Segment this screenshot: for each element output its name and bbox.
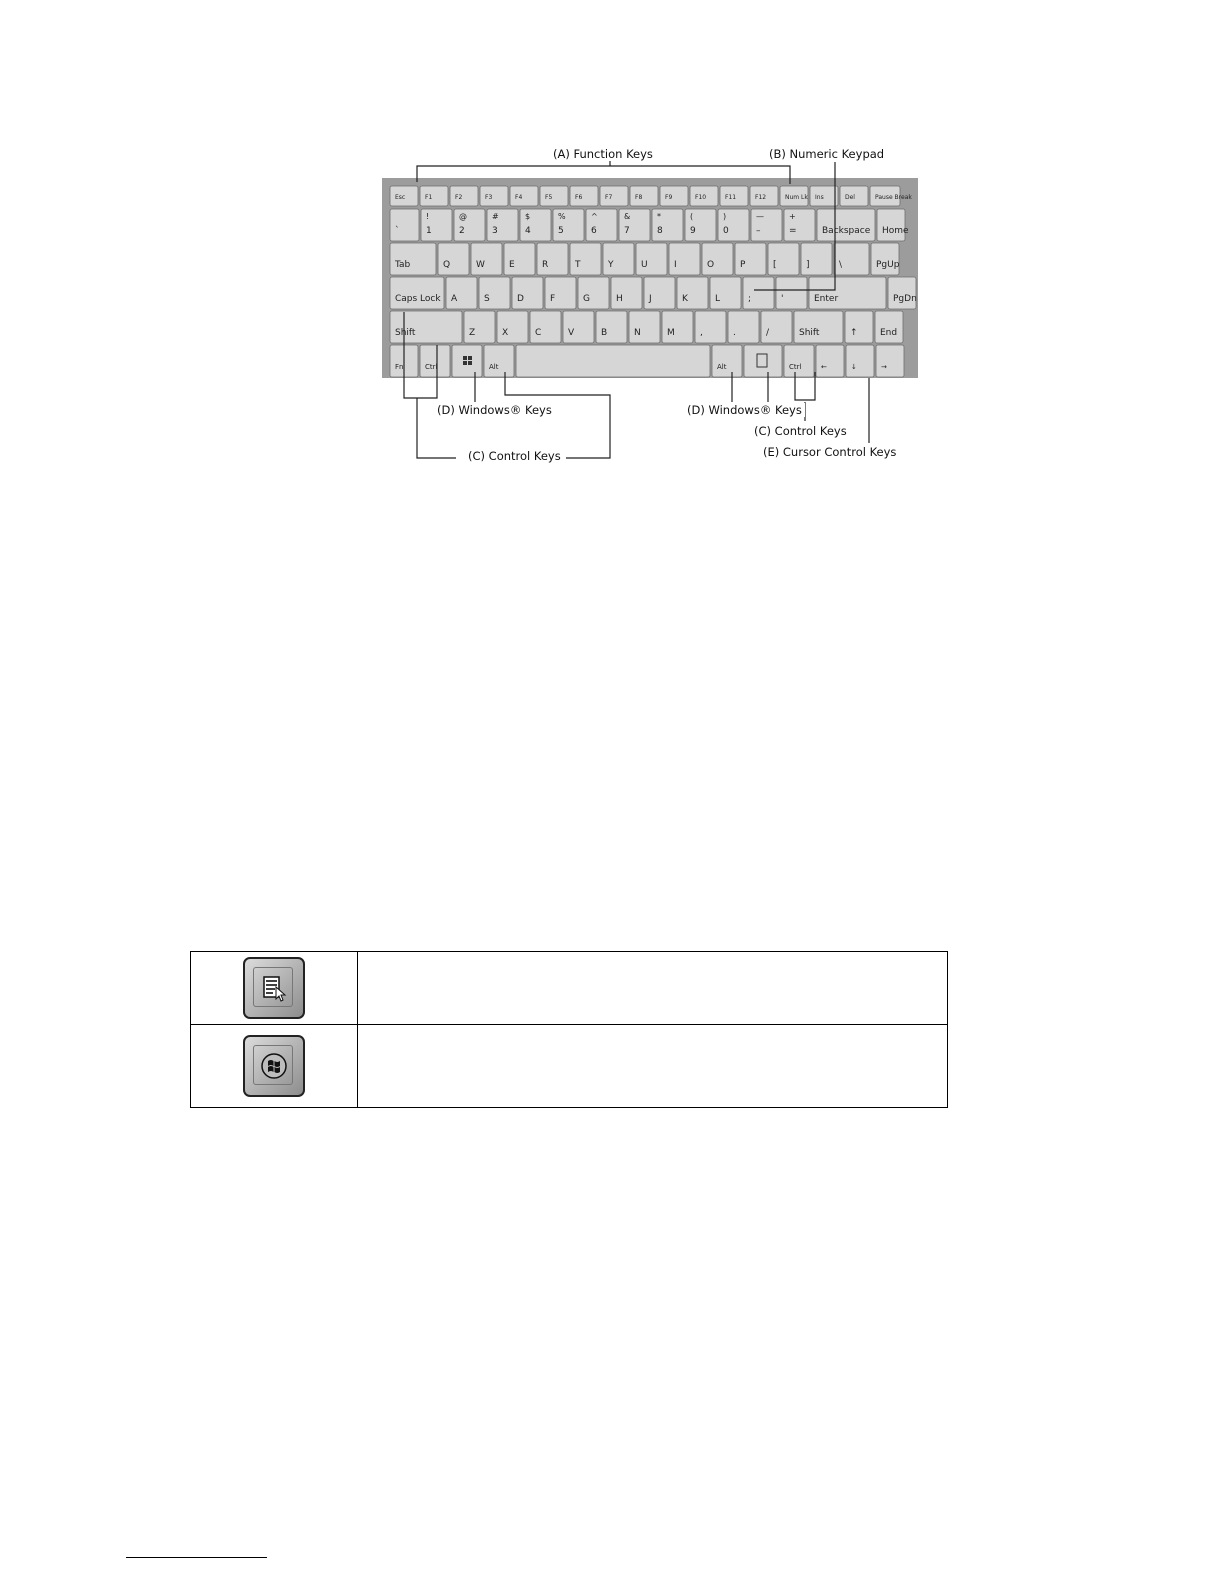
key xyxy=(652,209,683,241)
key-label: W xyxy=(476,260,485,270)
key xyxy=(586,209,617,241)
key xyxy=(660,186,688,206)
key xyxy=(630,186,658,206)
table-description-cell xyxy=(358,1025,948,1108)
key xyxy=(629,311,660,343)
key-label: S xyxy=(484,294,490,304)
key-label: , xyxy=(700,328,703,338)
key-shift-label: ! xyxy=(426,212,430,221)
key xyxy=(685,209,716,241)
key-label: A xyxy=(451,294,458,304)
key-label: Alt xyxy=(717,363,727,371)
key-shift-label: ) xyxy=(723,212,727,221)
key xyxy=(876,345,904,377)
application-key-icon xyxy=(243,957,305,1019)
key-label: F8 xyxy=(635,194,643,201)
key-label: 4 xyxy=(525,226,531,236)
key-label: = xyxy=(789,226,797,236)
key xyxy=(480,186,508,206)
key xyxy=(450,186,478,206)
key-label: Del xyxy=(845,194,855,201)
key-label: Alt xyxy=(489,363,499,371)
key-label: Y xyxy=(608,260,614,270)
key-label: T xyxy=(575,260,581,270)
key-shift-label: * xyxy=(657,212,661,221)
key-label: ] xyxy=(806,260,810,270)
key-label: J xyxy=(649,294,652,304)
key-label: F2 xyxy=(455,194,463,201)
key xyxy=(677,277,708,309)
key-shift-label: — xyxy=(756,212,764,221)
key-label: V xyxy=(568,328,575,338)
callout-windows-keys-right: (D) Windows® Keys xyxy=(684,403,805,417)
key-description-table xyxy=(190,951,948,1108)
key-label: Z xyxy=(469,328,476,338)
key xyxy=(750,186,778,206)
table-row xyxy=(191,952,948,1025)
key xyxy=(743,277,774,309)
key-label: Home xyxy=(882,226,909,236)
key-label: \ xyxy=(839,260,843,270)
key-shift-label: % xyxy=(558,212,566,221)
key xyxy=(611,277,642,309)
footnote-separator xyxy=(126,1557,267,1558)
key-label: F3 xyxy=(485,194,493,201)
key-label: I xyxy=(674,260,677,270)
key xyxy=(710,277,741,309)
key-label: F6 xyxy=(575,194,583,201)
key-shift-label: ( xyxy=(690,212,694,221)
key-label: F xyxy=(550,294,556,304)
key-label: F10 xyxy=(695,194,707,201)
key-label: F9 xyxy=(665,194,673,201)
key xyxy=(871,243,900,275)
key xyxy=(834,243,869,275)
key xyxy=(578,277,609,309)
key xyxy=(520,209,551,241)
callout-control-keys-left: (C) Control Keys xyxy=(465,449,564,463)
key-label: Enter xyxy=(814,294,839,304)
key xyxy=(768,243,799,275)
key xyxy=(702,243,733,275)
key xyxy=(600,186,628,206)
key xyxy=(596,311,627,343)
key xyxy=(421,209,452,241)
key-label: D xyxy=(517,294,524,304)
key-shift-label: @ xyxy=(459,212,467,221)
key-label: [ xyxy=(773,260,777,270)
key xyxy=(695,311,726,343)
key xyxy=(816,345,844,377)
key-label: F7 xyxy=(605,194,613,201)
callout-numeric-keypad: (B) Numeric Keypad xyxy=(766,147,887,161)
key xyxy=(497,311,528,343)
key-label: F11 xyxy=(725,194,737,201)
key xyxy=(810,186,838,206)
key-label: 6 xyxy=(591,226,597,236)
key xyxy=(744,345,782,377)
key-label: C xyxy=(535,328,542,338)
key xyxy=(390,277,444,309)
key xyxy=(487,209,518,241)
key-label: ' xyxy=(781,294,784,304)
key-label: Esc xyxy=(395,194,406,201)
key xyxy=(390,209,419,241)
key-label: P xyxy=(740,260,746,270)
key-label: – xyxy=(756,226,761,236)
key xyxy=(662,311,693,343)
key xyxy=(390,311,462,343)
key xyxy=(570,243,601,275)
key-label: Backspace xyxy=(822,226,871,236)
key xyxy=(840,186,868,206)
key xyxy=(845,311,873,343)
key-label: Ctrl xyxy=(425,363,438,371)
key xyxy=(390,243,436,275)
key xyxy=(479,277,510,309)
key xyxy=(877,209,909,241)
key xyxy=(454,209,485,241)
key xyxy=(780,186,808,206)
key-label: 7 xyxy=(624,226,630,236)
key-label: Shift xyxy=(395,328,416,338)
key-label: F4 xyxy=(515,194,523,201)
key xyxy=(570,186,598,206)
key-shift-label: $ xyxy=(525,212,531,221)
key-label: F5 xyxy=(545,194,553,201)
key-label: Shift xyxy=(799,328,820,338)
key-label: 9 xyxy=(690,226,696,236)
leader-line xyxy=(566,398,610,458)
keyboard-figure xyxy=(382,140,922,465)
key-label: 3 xyxy=(492,226,498,236)
key-label: PgUp xyxy=(876,260,900,270)
key xyxy=(484,345,514,377)
key-label: F1 xyxy=(425,194,433,201)
key-label: X xyxy=(502,328,509,338)
key xyxy=(644,277,675,309)
key xyxy=(720,186,748,206)
key-label: PgDn xyxy=(893,294,917,304)
key-label: ← xyxy=(821,363,827,371)
key-shift-label: # xyxy=(492,212,499,221)
key-label: K xyxy=(682,294,688,304)
key xyxy=(761,311,792,343)
key-shift-label: + xyxy=(789,212,796,221)
key-label: U xyxy=(641,260,648,270)
key-label: L xyxy=(715,294,721,304)
key xyxy=(619,209,650,241)
key-label: Ins xyxy=(815,194,824,201)
key xyxy=(510,186,538,206)
callout-control-keys-right: (C) Control Keys xyxy=(751,424,850,438)
key-label: 5 xyxy=(558,226,564,236)
key-label: 1 xyxy=(426,226,432,236)
key xyxy=(563,311,594,343)
key-label: Caps Lock xyxy=(395,294,441,304)
callout-windows-keys-left: (D) Windows® Keys xyxy=(434,403,555,417)
key-label: Q xyxy=(443,260,451,270)
key xyxy=(735,243,766,275)
key-label: G xyxy=(583,294,590,304)
key-shift-label: & xyxy=(624,212,631,221)
key xyxy=(390,186,418,206)
key-label: Ctrl xyxy=(789,363,802,371)
key-label: Pause Break xyxy=(875,194,912,201)
table-description-cell xyxy=(358,952,948,1025)
key xyxy=(751,209,782,241)
key xyxy=(784,209,815,241)
key xyxy=(537,243,568,275)
key-label: 0 xyxy=(723,226,729,236)
key xyxy=(540,186,568,206)
key xyxy=(504,243,535,275)
table-icon-cell xyxy=(191,952,358,1025)
key-label: 8 xyxy=(657,226,663,236)
key-label: R xyxy=(542,260,549,270)
key-label: F12 xyxy=(755,194,767,201)
key-shift-label: ^ xyxy=(591,212,598,221)
key-label: O xyxy=(707,260,715,270)
key-label: ; xyxy=(748,294,752,304)
callout-function-keys: (A) Function Keys xyxy=(550,147,656,161)
key xyxy=(728,311,759,343)
key xyxy=(530,311,561,343)
key xyxy=(690,186,718,206)
key xyxy=(545,277,576,309)
key-label: ↑ xyxy=(850,328,858,338)
key xyxy=(718,209,749,241)
key xyxy=(817,209,875,241)
key xyxy=(784,345,814,377)
key xyxy=(438,243,469,275)
key-label: B xyxy=(601,328,608,338)
key-label: 2 xyxy=(459,226,465,236)
key xyxy=(471,243,502,275)
key-label: Num Lk xyxy=(785,194,808,201)
key xyxy=(776,277,807,309)
key-label: ` xyxy=(395,226,400,236)
key-label: / xyxy=(766,328,770,338)
key-label: → xyxy=(881,363,887,371)
callout-cursor-control-keys: (E) Cursor Control Keys xyxy=(760,445,899,459)
key-label: ↓ xyxy=(851,363,857,371)
key-label: . xyxy=(733,328,736,338)
key xyxy=(888,277,917,309)
key xyxy=(794,311,843,343)
table-icon-cell xyxy=(191,1025,358,1108)
key-label: Tab xyxy=(395,260,411,270)
key xyxy=(512,277,543,309)
key xyxy=(809,277,886,309)
key xyxy=(446,277,477,309)
key-label: E xyxy=(509,260,515,270)
key xyxy=(801,243,832,275)
key-label: H xyxy=(616,294,623,304)
key xyxy=(420,345,450,377)
key xyxy=(420,186,448,206)
key xyxy=(846,345,874,377)
key xyxy=(712,345,742,377)
key-label: End xyxy=(880,328,898,338)
windows-logo-key-icon xyxy=(243,1035,305,1097)
key xyxy=(669,243,700,275)
key xyxy=(553,209,584,241)
key xyxy=(452,345,482,377)
key xyxy=(636,243,667,275)
key-label: N xyxy=(634,328,641,338)
key-label: M xyxy=(667,328,675,338)
key xyxy=(875,311,903,343)
key xyxy=(603,243,634,275)
key xyxy=(464,311,495,343)
key xyxy=(516,345,710,377)
table-row xyxy=(191,1025,948,1108)
key-label: Fn xyxy=(395,363,404,371)
